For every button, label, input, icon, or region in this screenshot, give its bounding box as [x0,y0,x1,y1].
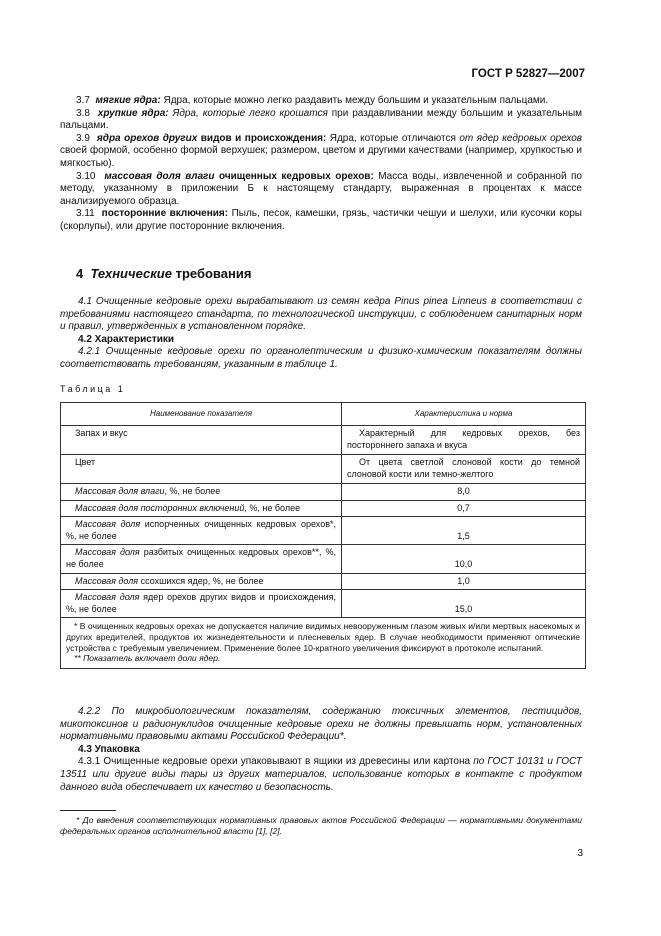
table-caption: Таблица 1 [60,384,126,394]
row-name: Массовая доля посторонних включений, %, не более [61,500,342,517]
table-row [61,426,586,455]
row-value: 15,0 [342,590,586,618]
heading-4-3: 4.3 Упаковка [78,743,140,755]
row-value: От цвета светлой слоновой кости до темной слоновой кости или темно-желтого [342,455,586,484]
def-3-10: 3.10 массовая доля влаги очищенных кедровых орехов: Масса воды, извлеченной и собранной по методу, указанному в приложении Б к настоящему стандарту, выраженная в процентах к массе анализируемого образца. [60,170,582,207]
table-row [61,590,586,618]
row-name: Запах и вкус [61,426,342,455]
table-note-2: ** Показатель включает доли ядер. [74,653,221,664]
table-row [61,484,586,501]
table-header-name: Наименование показателя [61,403,342,426]
doc-header-code: ГОСТ Р 52827—2007 [471,68,585,80]
section-4-intro [60,296,582,372]
section-4-cont [60,706,582,794]
row-value: Характерный для кедровых орехов, без постороннего запаха и вкуса [342,426,586,455]
row-name: Массовая доля ссохшихся ядер, %, не более [61,573,342,590]
heading-4-2: 4.2 Характеристики [78,333,175,345]
para-4-1: 4.1 Очищенные кедровые орехи вырабатывают из семян кедра Pinus pinea Linneus в соответствии с требованиями настоящего стандарта, по технологической инструкции, с соблюдением санитарных норм и правил, утвержденных в установленном порядке. [60,296,582,333]
table-header-value: Характеристика и норма [342,403,586,426]
row-value: 8,0 [342,484,586,501]
table-row [61,517,586,545]
row-value: 10,0 [342,545,586,573]
def-3-11: 3.11 посторонние включения: Пыль, песок, камешки, грязь, частички чешуи и шелухи, или кусочки коры (скорлупы), или другие посторонние включения. [60,208,582,232]
row-name: Массовая доля ядер орехов других видов и происхождения, %, не более [61,590,342,618]
para-4-3-1: 4.3.1 Очищенные кедровые орехи упаковывают в ящики из древесины или картона по ГОСТ 10131 и ГОСТ 13511 или другие виды тары из других материалов, использование которых в контакте с продуктом данного вида обеспечивает их качество и безопасность. [60,756,582,793]
table-header-row [61,403,586,426]
table-row [61,573,586,590]
footnote: * До введения соответствующих нормативных правовых актов Российской Федерации — нормативными документами федеральных органов исполнительной власти [1], [2]. [60,815,582,836]
row-value: 1,0 [342,573,586,590]
row-name: Массовая доля испорченных очищенных кедровых орехов*, %, не более [61,517,342,545]
row-name: Цвет [61,455,342,484]
footnote-divider [60,810,116,811]
section-4-heading: 4 Технические требования [76,266,252,281]
table-row [61,545,586,573]
def-3-7: 3.7 мягкие ядра: Ядра, которые можно легко раздавить между большим и указательным пальцами. [76,95,549,106]
row-name: Массовая доля разбитых очищенных кедровых орехов**, %, не более [61,545,342,573]
table-notes [61,618,586,668]
def-3-8: 3.8 хрупкие ядра: Ядра, которые легко крошатся при раздавливании между большим и указательным пальцами. [60,107,583,132]
table-row [61,500,586,517]
table-note-1: * В очищенных кедровых орехах не допускается наличие видимых невооруженным глазом живых и/или мертвых насекомых и других вредителей, продуктов их жизнедеятельности и плесневелых ядер. В случае необходимости применяют оптические устройства с требуемым увеличением. Применение более 10-кратного увеличения фиксируют в протоколе испытаний. [66,621,580,653]
row-name: Массовая доля влаги, %, не более [61,484,342,501]
table-row [61,455,586,484]
row-value: 0,7 [342,500,586,517]
table-notes-row [61,618,586,668]
definitions-block [60,95,582,234]
def-3-9: 3.9 ядра орехов других видов и происхождения: Ядра, которые отличаются от ядер кедровых орехов своей формой, особенно формой верхушек; размером, цветом и другими качествами (например, хрупкостью и мягкостью). [60,132,583,169]
row-value: 1,5 [342,517,586,545]
page-number: 3 [577,848,583,859]
para-4-2-1: 4.2.1 Очищенные кедровые орехи по органолептическим и физико-химическим показателям должны соответствовать требованиям, указанным в таблице 1. [60,346,582,370]
para-4-2-2: 4.2.2 По микробиологическим показателям, содержанию токсичных элементов, пестицидов, микотоксинов и радионуклидов очищенные кедровые орехи не должны превышать норм, установленных нормативными правовыми актами Российской Федерации*. [60,706,582,743]
table-1 [60,402,586,669]
